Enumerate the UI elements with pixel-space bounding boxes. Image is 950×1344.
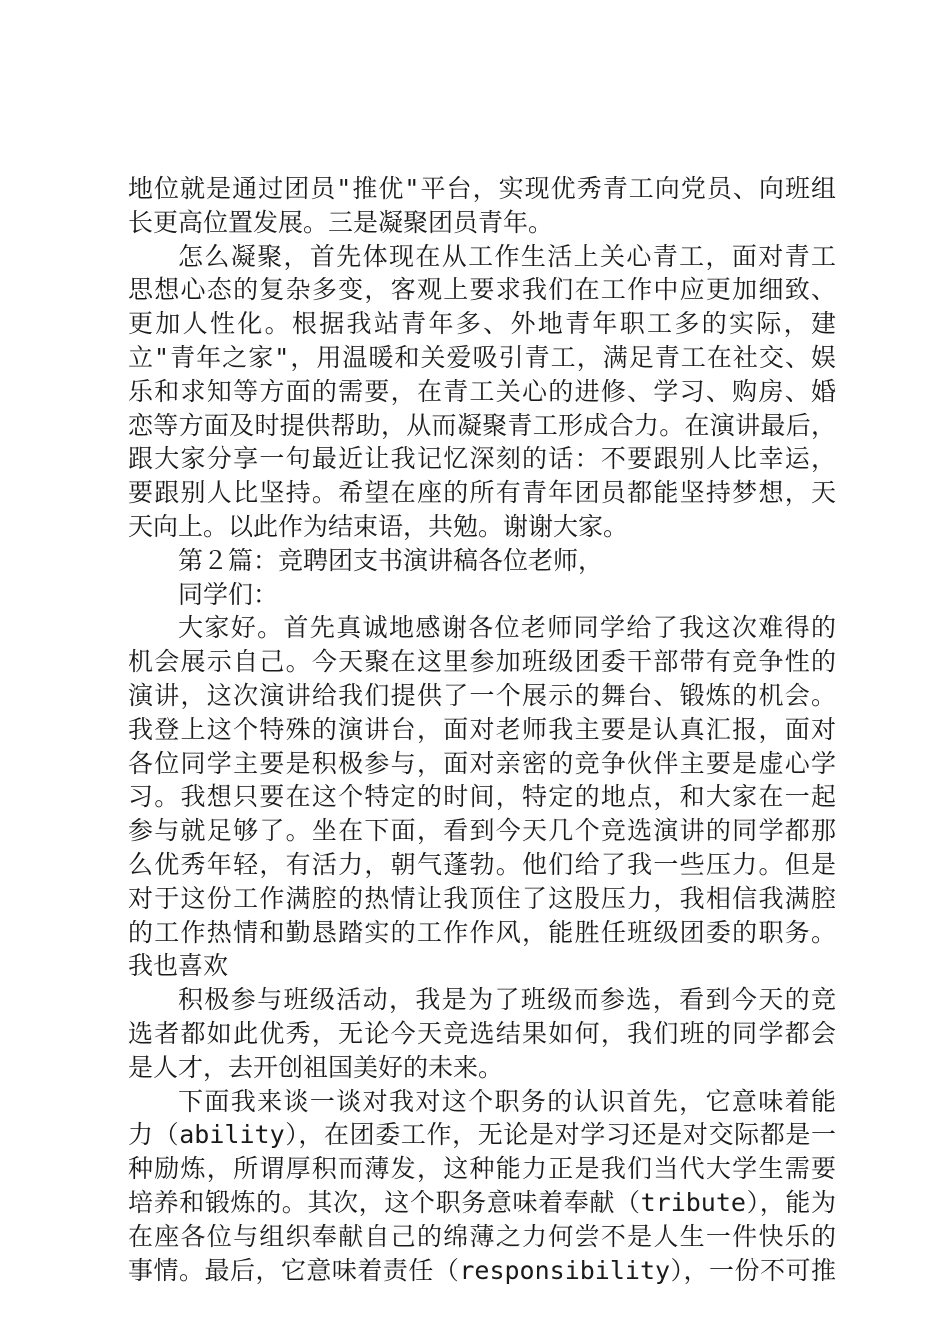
text-line: 怎么凝聚，首先体现在从工作生活上关心青工，面对青工 — [178, 241, 836, 271]
text-line: 跟大家分享一句最近让我记忆深刻的话：不要跟别人比幸运， — [128, 444, 836, 474]
text-line: 事情。最后，它意味着责任（responsibility），一份不可推 — [128, 1255, 836, 1285]
text-line: 各位同学主要是积极参与，面对亲密的竞争伙伴主要是虚心学 — [128, 748, 836, 778]
text-line: 机会展示自己。今天聚在这里参加班级团委干部带有竞争性的 — [128, 647, 836, 677]
text-line: 种励炼，所谓厚积而薄发，这种能力正是我们当代大学生需要 — [128, 1154, 836, 1184]
text-line: 么优秀年轻，有活力，朝气蓬勃。他们给了我一些压力。但是 — [128, 849, 836, 879]
text-line: 在座各位与组织奉献自己的绵薄之力何尝不是人生一件快乐的 — [128, 1221, 836, 1251]
text-line: 积极参与班级活动，我是为了班级而参选，看到今天的竞 — [178, 985, 836, 1015]
text-line: 我也喜欢 — [128, 951, 229, 981]
text-line: 演讲，这次演讲给我们提供了一个展示的舞台、锻炼的机会。 — [128, 680, 836, 710]
text-line: 培养和锻炼的。其次，这个职务意味着奉献（tribute），能为 — [128, 1187, 836, 1217]
text-line: 习。我想只要在这个特定的时间，特定的地点，和大家在一起 — [128, 782, 836, 812]
text-line: 大家好。首先真诚地感谢各位老师同学给了我这次难得的 — [178, 613, 836, 643]
text-line: 立"青年之家"，用温暖和关爱吸引青工，满足青工在社交、娱 — [128, 342, 836, 372]
text-line: 的工作热情和勤恳踏实的工作作风，能胜任班级团委的职务。 — [128, 917, 836, 947]
text-line: 思想心态的复杂多变，客观上要求我们在工作中应更加细致、 — [128, 275, 836, 305]
text-line: 要跟别人比坚持。希望在座的所有青年团员都能坚持梦想，天 — [128, 478, 836, 508]
text-line: 恋等方面及时提供帮助，从而凝聚青工形成合力。在演讲最后， — [128, 410, 836, 440]
text-line: 参与就足够了。坐在下面，看到今天几个竞选演讲的同学都那 — [128, 816, 836, 846]
text-line: 乐和求知等方面的需要，在青工关心的进修、学习、购房、婚 — [128, 376, 836, 406]
text-line: 是人才，去开创祖国美好的未来。 — [128, 1052, 504, 1082]
text-line: 天向上。以此作为结束语，共勉。谢谢大家。 — [128, 511, 629, 541]
text-line: 地位就是通过团员"推优"平台，实现优秀青工向党员、向班组 — [128, 174, 836, 203]
text-line: 选者都如此优秀，无论今天竞选结果如何，我们班的同学都会 — [128, 1018, 836, 1048]
text-line: 力（ability），在团委工作，无论是对学习还是对交际都是一 — [128, 1120, 836, 1150]
text-line: 我登上这个特殊的演讲台，面对老师我主要是认真汇报，面对 — [128, 714, 836, 744]
text-line: 同学们： — [178, 579, 279, 609]
document-body-text — [128, 172, 836, 1287]
text-line: 长更高位置发展。三是凝聚团员青年。 — [128, 207, 554, 237]
text-line: 第２篇：竞聘团支书演讲稿各位老师， — [178, 545, 604, 575]
text-line: 对于这份工作满腔的热情让我顶住了这股压力，我相信我满腔 — [128, 883, 836, 913]
text-line: 下面我来谈一谈对我对这个职务的认识首先，它意味着能 — [178, 1086, 836, 1116]
text-line: 更加人性化。根据我站青年多、外地青年职工多的实际，建 — [128, 309, 836, 339]
